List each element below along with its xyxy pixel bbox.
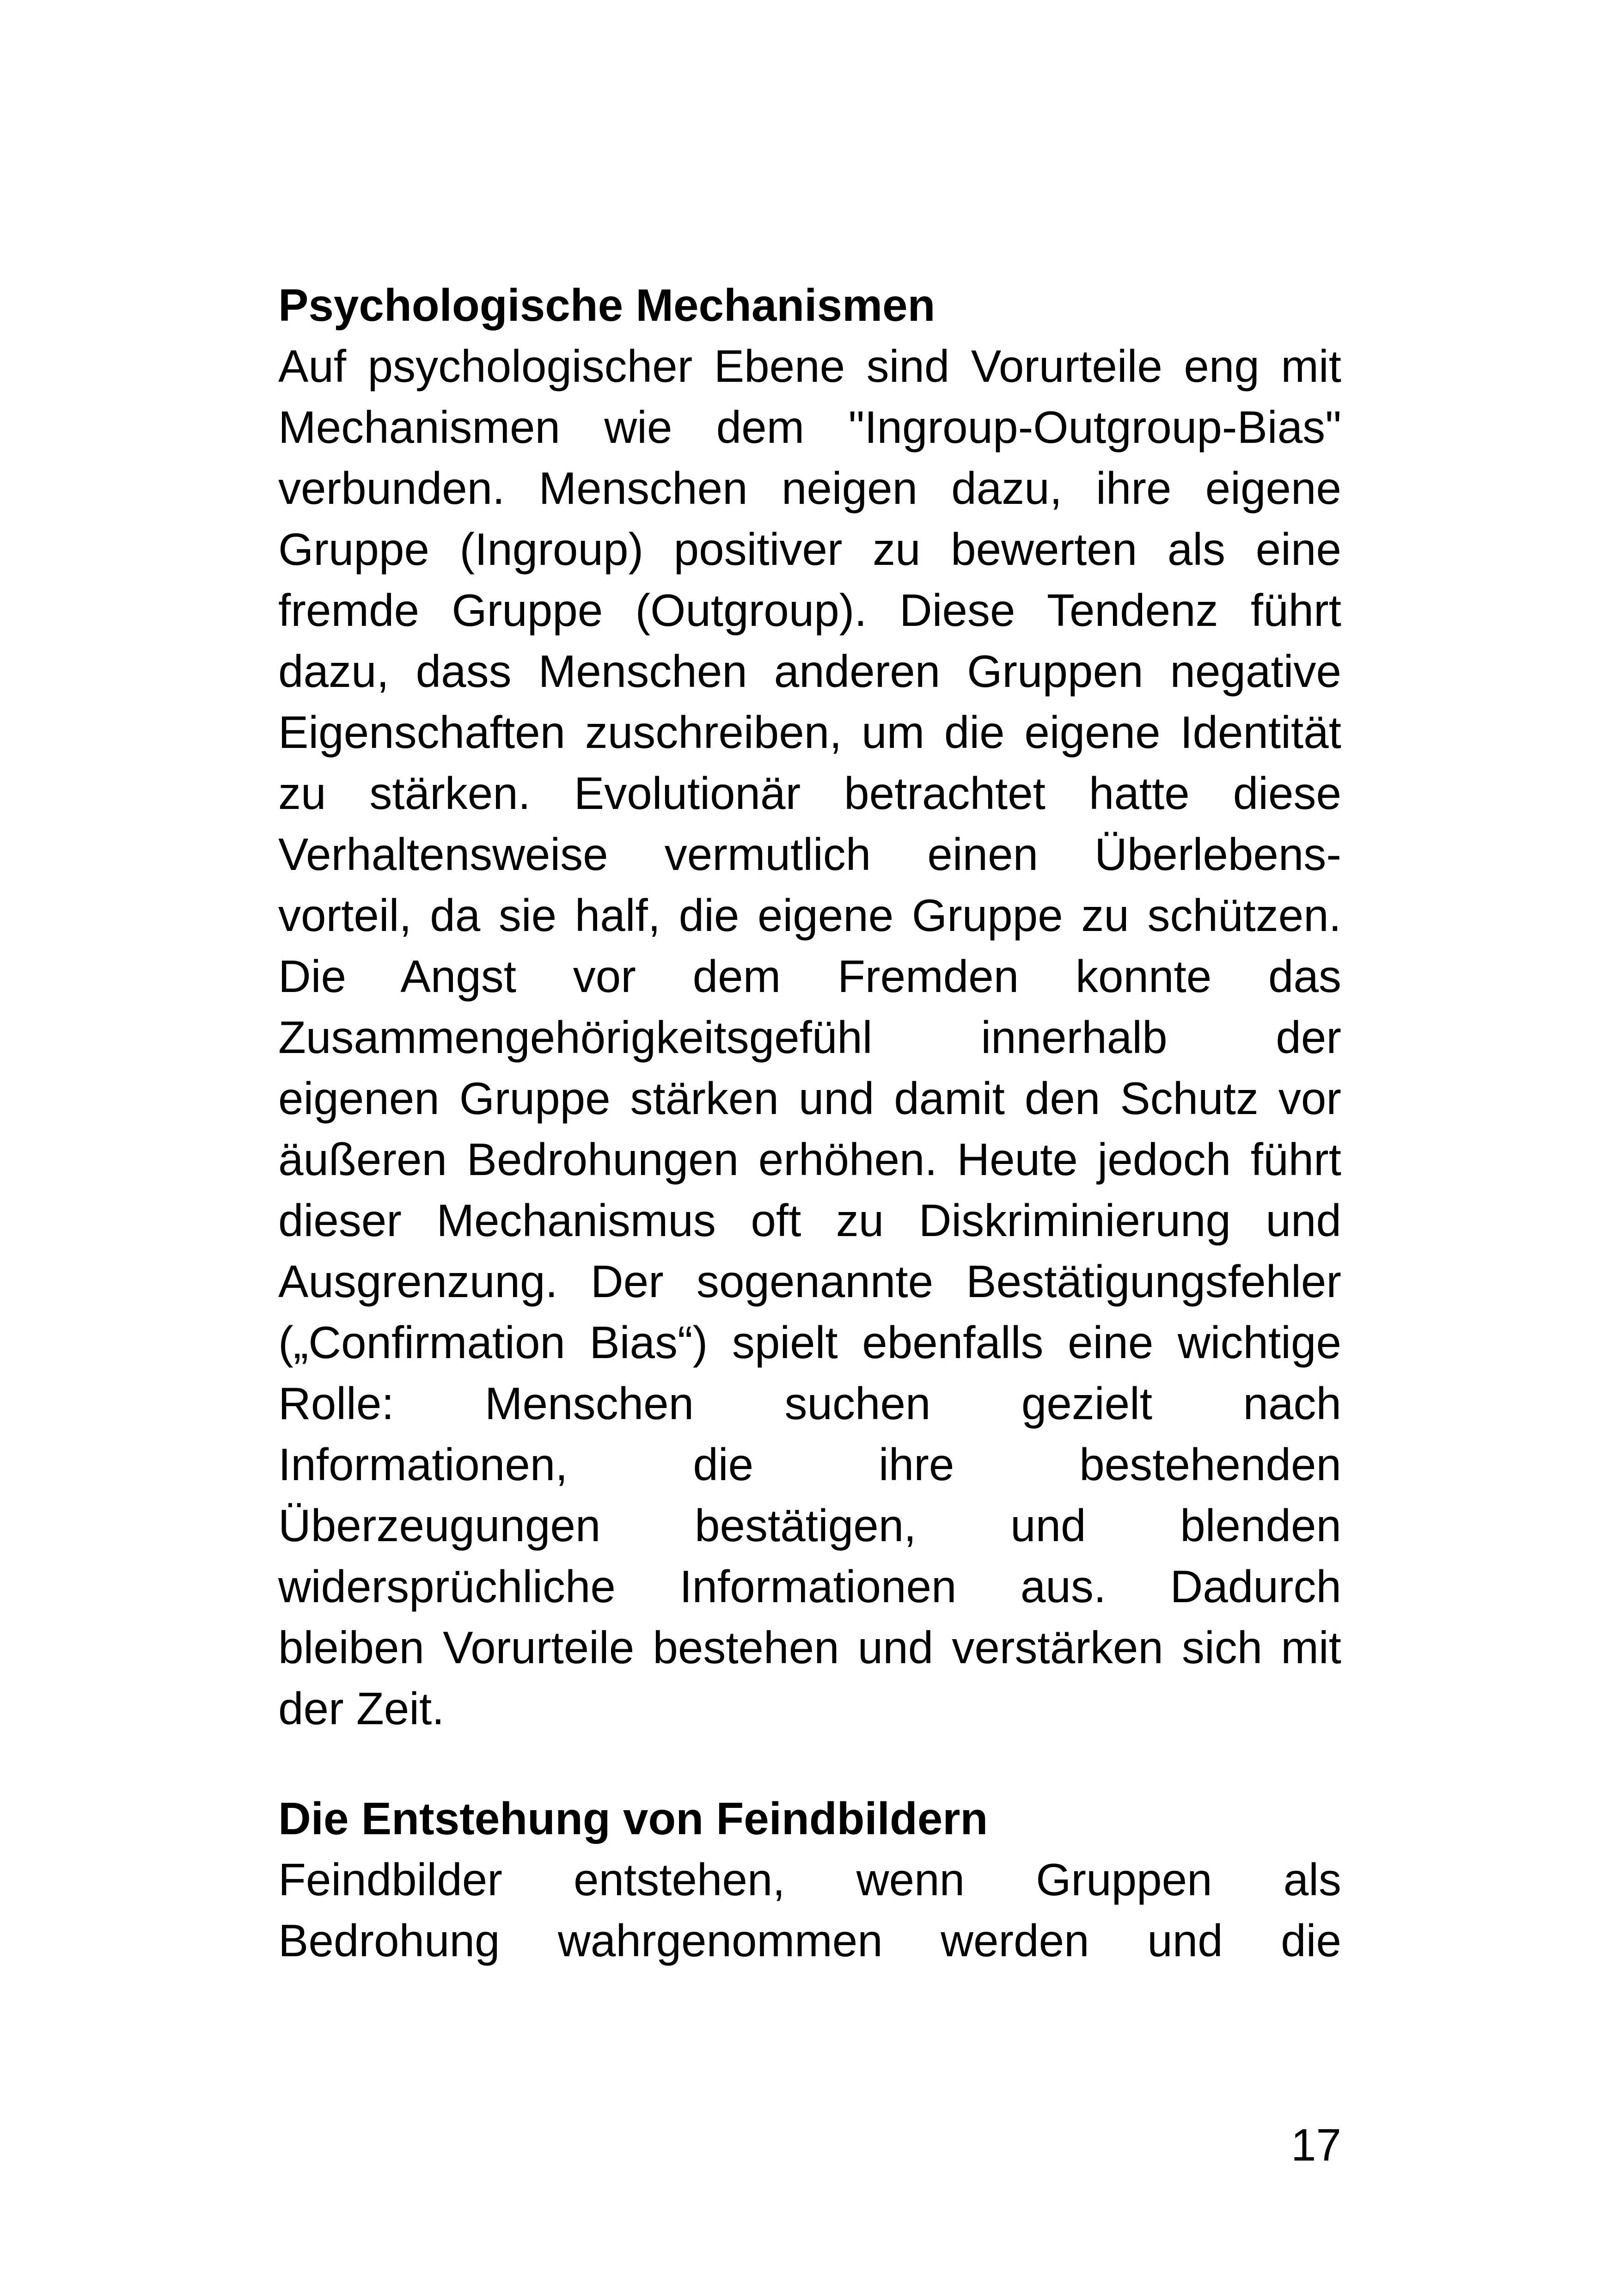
- section-heading: Psychologische Mechanismen: [278, 280, 935, 331]
- body-line: Informationen, die ihre bestehenden: [278, 1439, 1341, 1490]
- body-line: verbunden. Menschen neigen dazu, ihre eigene: [278, 463, 1341, 514]
- body-line-last: der Zeit.: [278, 1683, 445, 1734]
- section-psychologische-mechanismen: [278, 275, 1341, 1739]
- body-line: Verhaltensweise vermutlich einen Überlebens-: [278, 829, 1341, 880]
- section-entstehung-feindbilder: [278, 1788, 1341, 1971]
- body-line: Zusammengehörigkeitsgefühl innerhalb der: [278, 1012, 1341, 1063]
- body-line: Rolle: Menschen suchen gezielt nach: [278, 1378, 1341, 1429]
- body-line: bleiben Vorurteile bestehen und verstärken sich mit: [278, 1622, 1341, 1673]
- body-line: äußeren Bedrohungen erhöhen. Heute jedoch führt: [278, 1134, 1341, 1185]
- body-line: Ausgrenzung. Der sogenannte Bestätigungsfehler: [278, 1256, 1341, 1307]
- section-heading: Die Entstehung von Feindbildern: [278, 1793, 988, 1844]
- body-line: („Confirmation Bias“) spielt ebenfalls eine wichtige: [278, 1317, 1341, 1368]
- body-line: Die Angst vor dem Fremden konnte das: [278, 951, 1341, 1002]
- body-line: dazu, dass Menschen anderen Gruppen negative: [278, 646, 1341, 697]
- body-line: Mechanismen wie dem "Ingroup-Outgroup-Bias": [278, 402, 1341, 453]
- body-line: Gruppe (Ingroup) positiver zu bewerten als eine: [278, 524, 1341, 575]
- body-line: widersprüchliche Informationen aus. Dadurch: [278, 1561, 1341, 1612]
- body-line: vorteil, da sie half, die eigene Gruppe zu schützen.: [278, 890, 1341, 941]
- body-line: zu stärken. Evolutionär betrachtet hatte diese: [278, 768, 1341, 819]
- body-line: Auf psychologischer Ebene sind Vorurteile eng mit: [278, 341, 1341, 392]
- body-line: eigenen Gruppe stärken und damit den Schutz vor: [278, 1073, 1341, 1124]
- body-line: dieser Mechanismus oft zu Diskriminierung und: [278, 1195, 1341, 1246]
- body-line: Bedrohung wahrgenommen werden und die: [278, 1915, 1341, 1966]
- body-line: Überzeugungen bestätigen, und blenden: [278, 1500, 1341, 1551]
- body-line: fremde Gruppe (Outgroup). Diese Tendenz führt: [278, 585, 1341, 636]
- body-line: Eigenschaften zuschreiben, um die eigene Identität: [278, 707, 1341, 758]
- body-line: Feindbilder entstehen, wenn Gruppen als: [278, 1854, 1341, 1905]
- page-number: 17: [1290, 2119, 1341, 2170]
